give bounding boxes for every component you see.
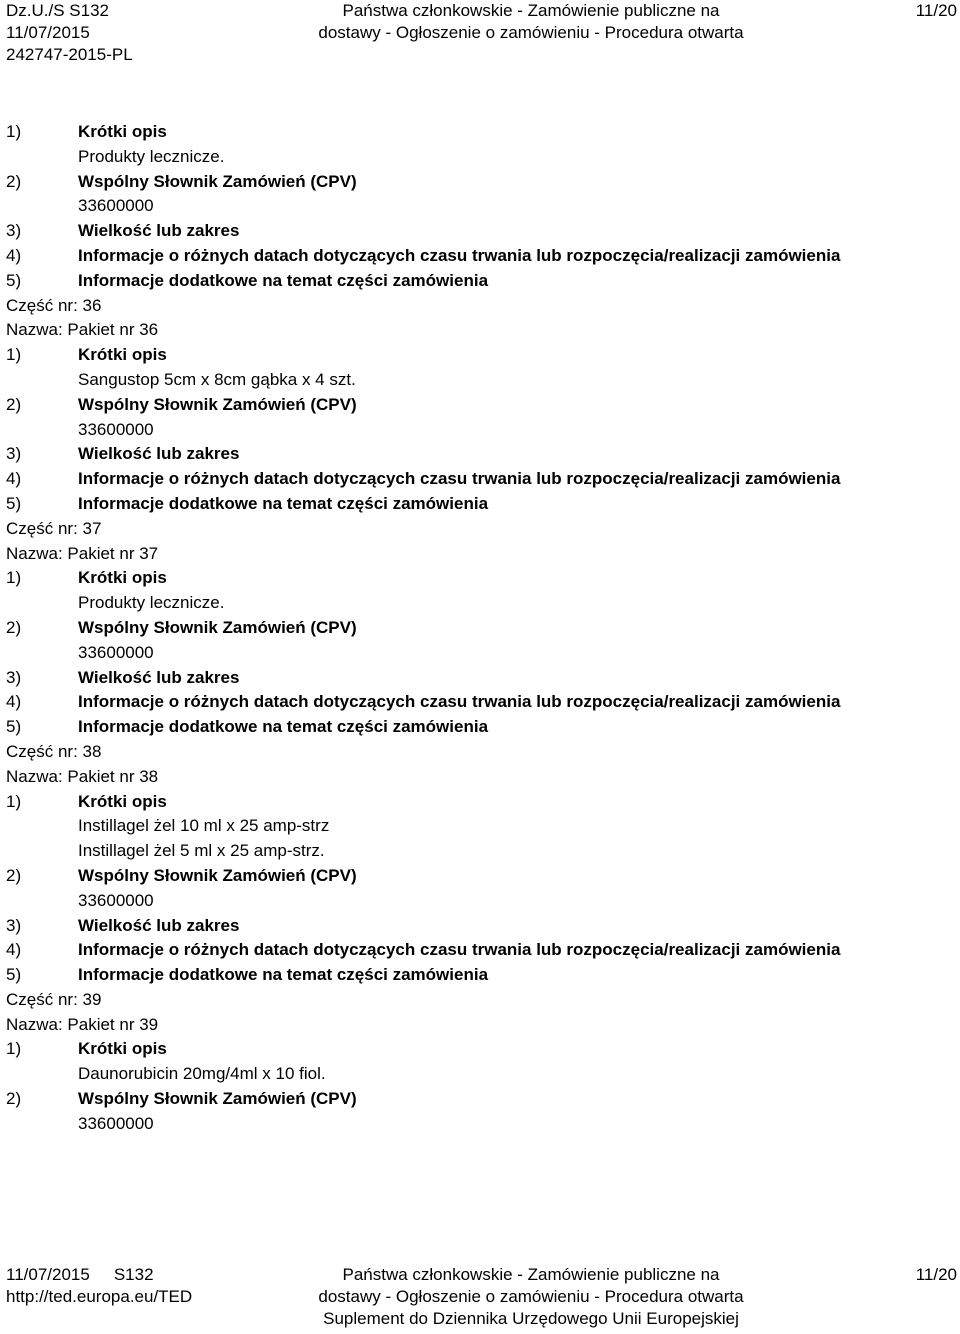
cpv-label: Wspólny Słownik Zamówień (CPV) [78, 617, 357, 637]
footer-page-number: 11/20 [915, 1265, 957, 1284]
footer-date: 11/07/2015 [6, 1265, 90, 1284]
item-number: 2) [6, 617, 22, 637]
item-number: 3) [6, 915, 22, 935]
short-description-label: Krótki opis [78, 345, 167, 365]
short-description: Produkty lecznicze. [78, 593, 225, 613]
part-name: Nazwa: Pakiet nr 39 [6, 1014, 159, 1034]
cpv-label: Wspólny Słownik Zamówień (CPV) [78, 1089, 357, 1109]
cpv-label: Wspólny Słownik Zamówień (CPV) [78, 171, 357, 191]
item-number: 5) [6, 270, 22, 290]
item-number: 1) [6, 1039, 22, 1059]
header-page-number: 11/20 [915, 1, 957, 20]
cpv-code: 33600000 [78, 890, 154, 910]
cpv-code: 33600000 [78, 642, 154, 662]
item-number: 4) [6, 940, 22, 960]
part-number: Część nr: 39 [6, 989, 102, 1009]
cpv-label: Wspólny Słownik Zamówień (CPV) [78, 865, 357, 885]
item-number: 5) [6, 493, 22, 513]
short-description-label: Krótki opis [78, 122, 167, 141]
part-name: Nazwa: Pakiet nr 38 [6, 766, 159, 786]
item-number: 3) [6, 221, 22, 241]
journal-ref: Dz.U./S S132 [6, 1, 109, 20]
short-description-label: Krótki opis [78, 791, 167, 811]
part-number: Część nr: 38 [6, 741, 102, 761]
item-number: 4) [6, 692, 22, 712]
item-number: 1) [6, 345, 22, 365]
short-description-label: Krótki opis [78, 1039, 167, 1059]
short-description-label: Krótki opis [78, 568, 167, 588]
dates-label: Informacje o różnych datach dotyczących czasu trwania lub rozpoczęcia/realizacji zamówienia [78, 940, 841, 960]
cpv-code: 33600000 [78, 196, 154, 216]
short-description-line2: Instillagel żel 5 ml x 25 amp-strz. [78, 841, 325, 861]
item-number: 3) [6, 444, 22, 464]
header-title-line1: Państwa członkowskie - Zamówienie publiczne na [342, 1, 720, 20]
notice-id: 242747-2015-PL [6, 45, 133, 64]
scope-label: Wielkość lub zakres [78, 667, 240, 687]
item-number: 5) [6, 965, 22, 985]
scope-label: Wielkość lub zakres [78, 444, 240, 464]
item-number: 2) [6, 1089, 22, 1109]
short-description: Sangustop 5cm x 8cm gąbka x 4 szt. [78, 369, 356, 389]
item-number: 1) [6, 122, 22, 141]
additional-info-label: Informacje dodatkowe na temat części zamówienia [78, 493, 489, 513]
footer-title-line1: Państwa członkowskie - Zamówienie publiczne na [342, 1265, 720, 1284]
dates-label: Informacje o różnych datach dotyczących czasu trwania lub rozpoczęcia/realizacji zamówienia [78, 469, 841, 489]
item-number: 2) [6, 171, 22, 191]
cpv-label: Wspólny Słownik Zamówień (CPV) [78, 394, 357, 414]
header-center [0, 0, 960, 44]
part-name: Nazwa: Pakiet nr 37 [6, 543, 159, 563]
footer-title-line2: dostawy - Ogłoszenie o zamówieniu - Procedura otwarta [318, 1287, 744, 1306]
additional-info-label: Informacje dodatkowe na temat części zamówienia [78, 717, 489, 737]
item-number: 5) [6, 717, 22, 737]
dates-label: Informacje o różnych datach dotyczących czasu trwania lub rozpoczęcia/realizacji zamówienia [78, 245, 841, 265]
cpv-code: 33600000 [78, 419, 154, 439]
additional-info-label: Informacje dodatkowe na temat części zamówienia [78, 270, 489, 290]
short-description: Produkty lecznicze. [78, 146, 225, 166]
short-description-line1: Instillagel żel 10 ml x 25 amp-strz [78, 816, 330, 836]
cpv-code: 33600000 [78, 1113, 154, 1133]
item-number: 1) [6, 568, 22, 588]
footer-url: http://ted.europa.eu/TED [6, 1287, 193, 1306]
part-number: Część nr: 36 [6, 295, 102, 315]
footer-series: S132 [113, 1265, 154, 1284]
footer-center [0, 1264, 960, 1330]
item-number: 2) [6, 865, 22, 885]
part-number: Część nr: 37 [6, 518, 102, 538]
item-number: 2) [6, 394, 22, 414]
item-number: 3) [6, 667, 22, 687]
part-name: Nazwa: Pakiet nr 36 [6, 320, 159, 340]
short-description: Daunorubicin 20mg/4ml x 10 fiol. [78, 1064, 326, 1084]
item-number: 1) [6, 791, 22, 811]
scope-label: Wielkość lub zakres [78, 915, 240, 935]
header-date: 11/07/2015 [6, 23, 90, 42]
dates-label: Informacje o różnych datach dotyczących czasu trwania lub rozpoczęcia/realizacji zamówienia [78, 692, 841, 712]
item-number: 4) [6, 469, 22, 489]
footer-supplement: Suplement do Dziennika Urzędowego Unii Europejskiej [323, 1309, 739, 1328]
header-title-line2: dostawy - Ogłoszenie o zamówieniu - Procedura otwarta [318, 23, 744, 42]
item-number: 4) [6, 245, 22, 265]
scope-label: Wielkość lub zakres [78, 221, 240, 241]
additional-info-label: Informacje dodatkowe na temat części zamówienia [78, 965, 489, 985]
document-body [6, 120, 956, 1137]
